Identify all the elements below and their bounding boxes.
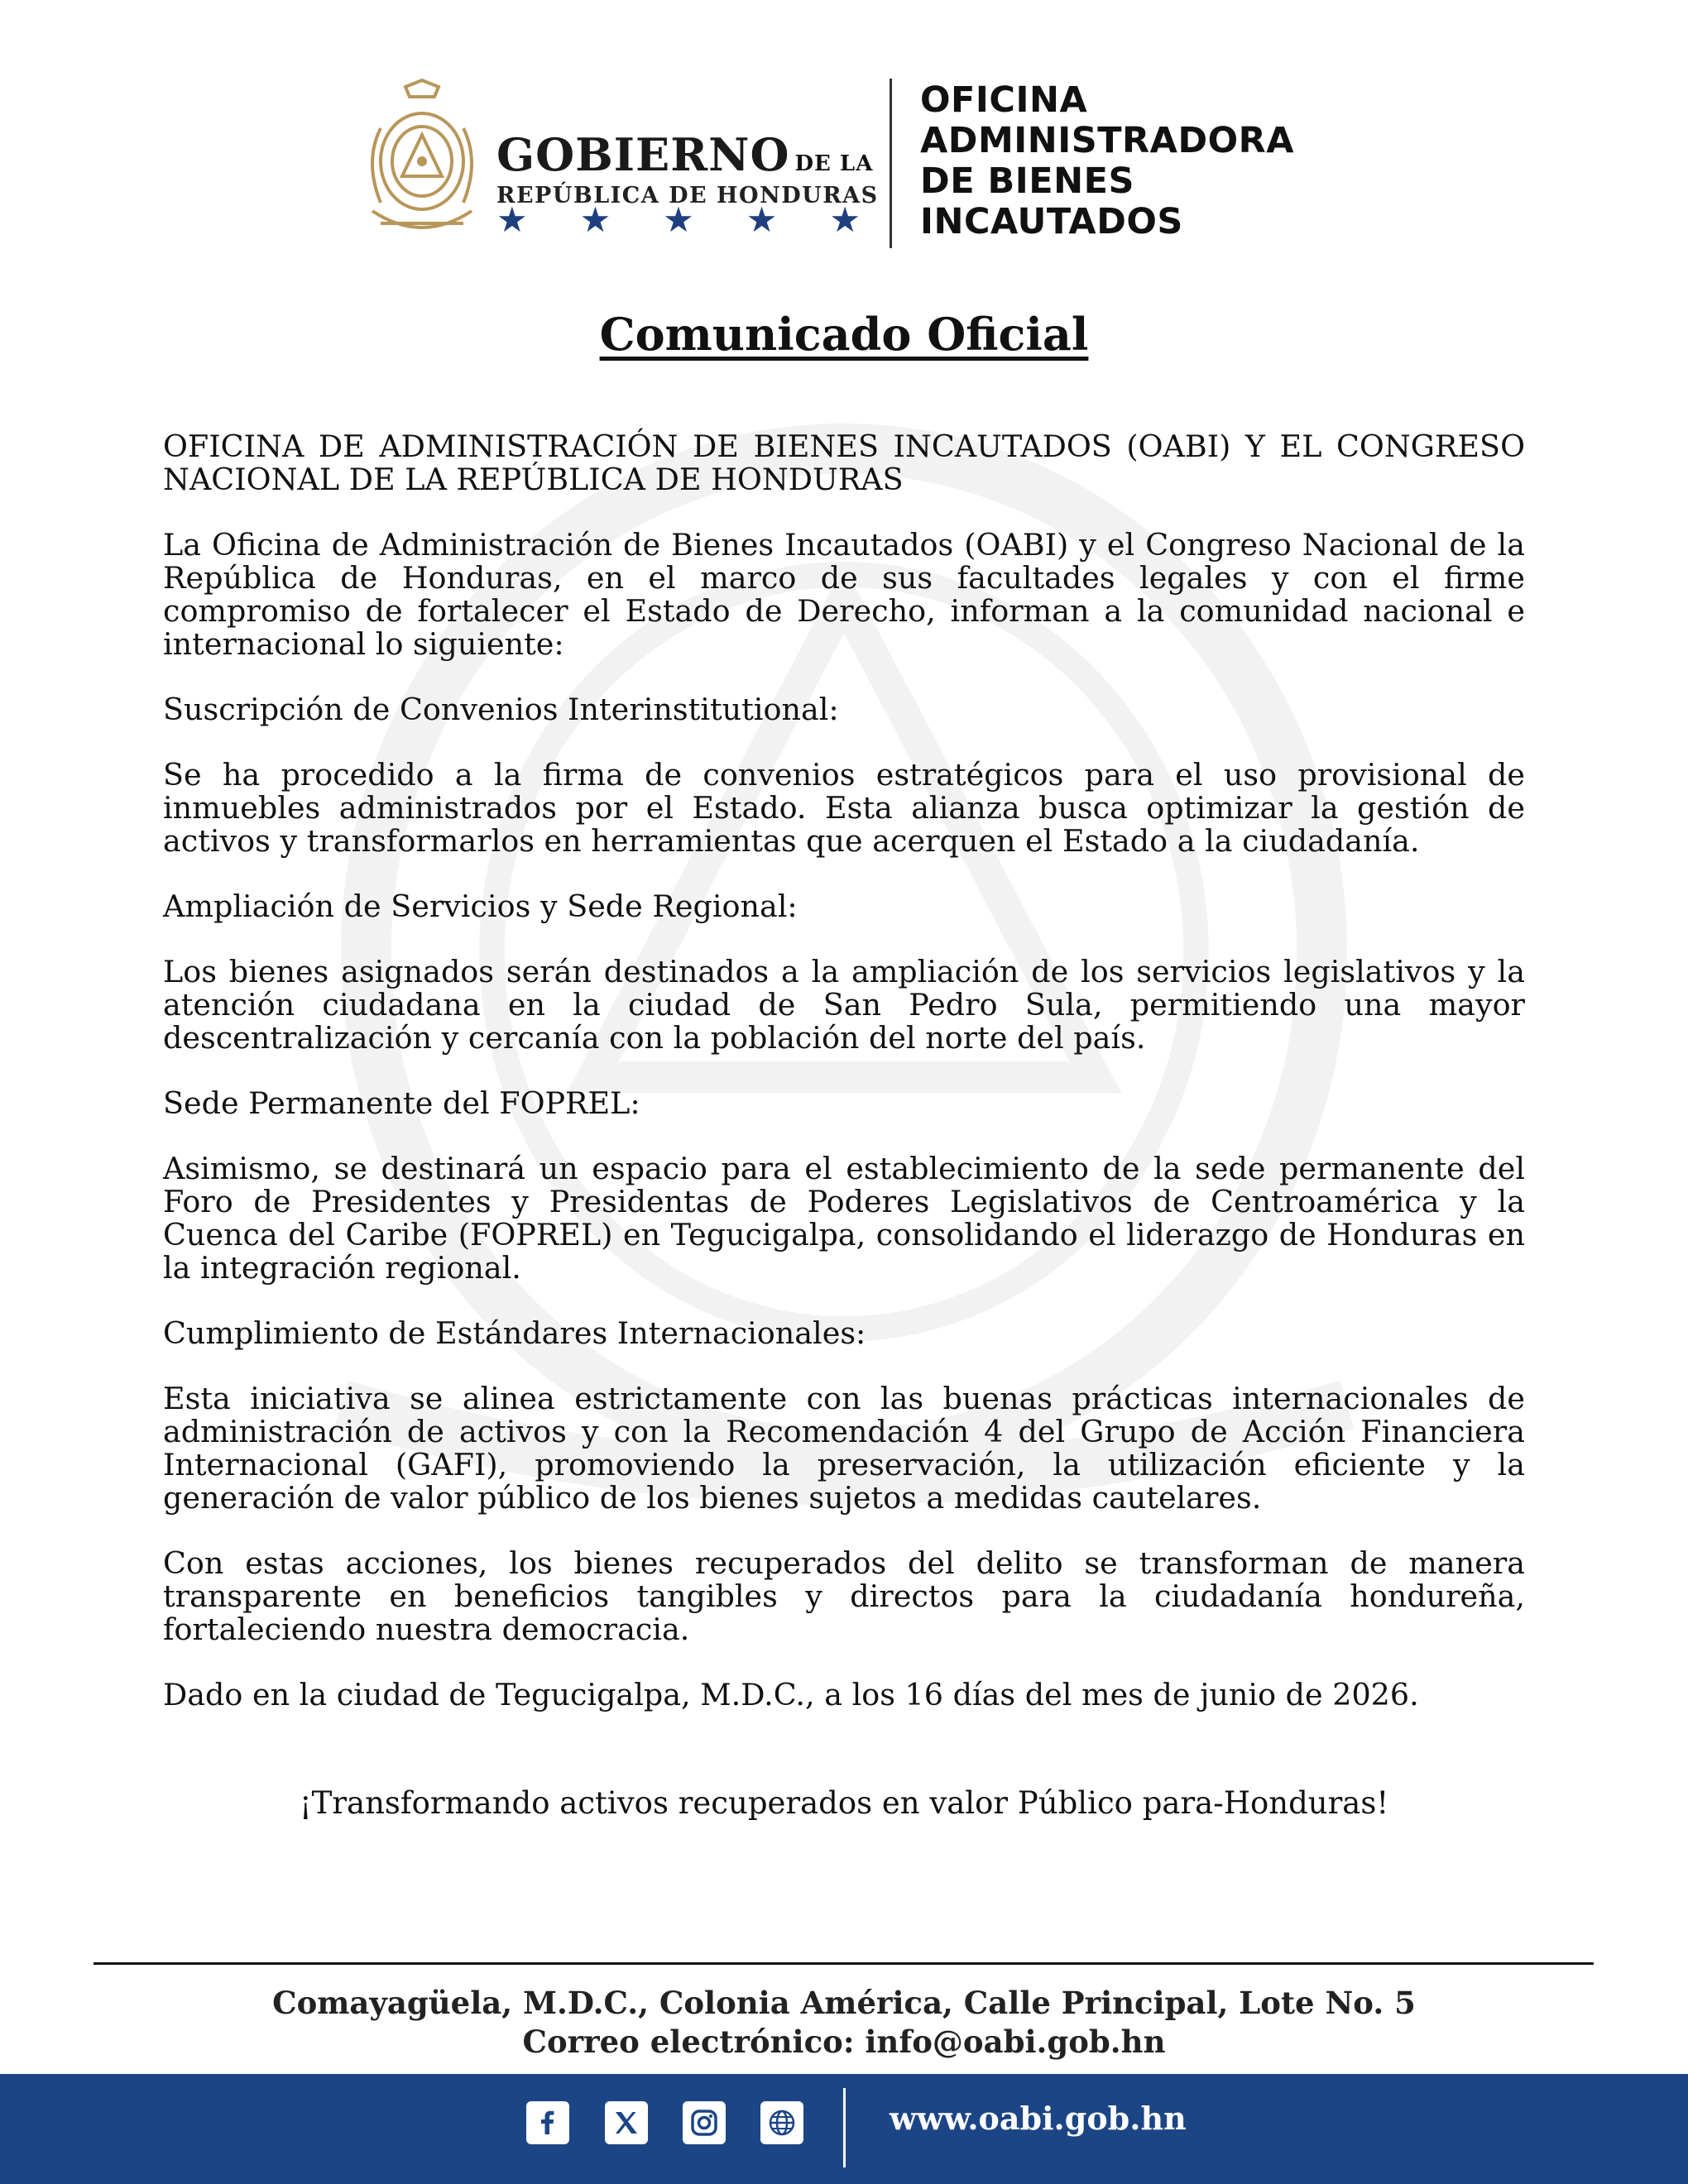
paragraph: Esta iniciativa se alinea estrictamente con las buenas prácticas internacionales de administración de activos y con la Recomendación 4 del Grupo de Acción Financiera Internacional (GAFI), promoviendo la preservación, la utilización eficiente y la generación de valor público de los bienes sujetos a medidas cautelares. <box>163 1381 1525 1516</box>
gov-title: GOBIERNO <box>496 128 790 181</box>
gov-subtitle: REPÚBLICA DE HONDURAS <box>496 183 879 208</box>
paragraph-heading: OFICINA DE ADMINISTRACIÓN DE BIENES INCAUTADOS (OABI) Y EL CONGRESO NACIONAL DE LA REPÚBLICA DE HONDURAS <box>163 429 1525 497</box>
facebook-link[interactable] <box>526 2101 573 2151</box>
date-line: Dado en la ciudad de Tegucigalpa, M.D.C., a los 16 días del mes de junio de 2026. <box>163 1677 1419 1712</box>
footer-address: Comayagüela, M.D.C., Colonia América, Calle Principal, Lote No. 5 <box>272 1985 1416 2021</box>
paragraph: La Oficina de Administración de Bienes Incautados (OABI) y el Congreso Nacional de la República de Honduras, en el marco de sus facultades legales y con el firme compromiso de fortalecer el Estado de Derecho, informan a la comunidad nacional e internacional lo siguiente: <box>163 527 1525 662</box>
header-divider <box>890 79 892 248</box>
office-line: OFICINA <box>920 79 1088 121</box>
office-line: ADMINISTRADORA <box>920 120 1295 161</box>
star-icon: ★ <box>746 199 778 240</box>
footer-divider <box>94 1962 1594 1965</box>
x-icon <box>611 2108 641 2138</box>
paragraph: Con estas acciones, los bienes recuperados del delito se transforman de manera transparente en beneficios tangibles y directos para la ciudadanía hondureña, fortaleciendo nuestra democracia. <box>163 1545 1525 1647</box>
letterhead <box>356 79 1349 252</box>
footer-email[interactable]: Correo electrónico: info@oabi.gob.hn <box>522 2024 1166 2060</box>
section-heading: Sede Permanente del FOPREL: <box>163 1085 640 1121</box>
stars-row <box>496 199 861 240</box>
star-icon: ★ <box>663 199 694 240</box>
instagram-icon <box>689 2108 719 2138</box>
office-line: DE BIENES <box>920 160 1135 202</box>
facebook-icon <box>533 2108 563 2138</box>
office-name <box>920 80 1294 242</box>
paragraph: Los bienes asignados serán destinados a la ampliación de los servicios legislativos y la atención ciudadana en la ciudad de San Pedro Sula, permitiendo una mayor descentralización y cercanía con la población del norte del país. <box>163 954 1525 1056</box>
section-heading: Cumplimiento de Estándares Internacionales: <box>163 1315 866 1351</box>
paragraph: Se ha procedido a la firma de convenios estratégicos para el uso provisional de inmuebles administrados por el Estado. Esta alianza busca optimizar la gestión de activos y transformarlos en herramientas que acerquen el Estado a la ciudadanía. <box>163 757 1525 859</box>
document-body <box>163 430 1525 1744</box>
coat-of-arms-icon <box>356 79 488 248</box>
gov-dela: DE LA <box>794 151 874 176</box>
office-line: INCAUTADOS <box>920 201 1183 242</box>
section-heading: Ampliación de Servicios y Sede Regional: <box>163 888 798 924</box>
star-icon: ★ <box>496 199 528 240</box>
website-link[interactable]: www.oabi.gob.hn <box>890 2100 1187 2137</box>
closing-slogan: ¡Transformando activos recuperados en valor Público para-Honduras! <box>299 1785 1389 1821</box>
paragraph: Asimismo, se destinará un espacio para el establecimiento de la sede permanente del Foro de Presidentes y Presidentas de Poderes Legislativos de Centroamérica y la Cuenca del Caribe (FOPREL) en Tegucigalpa, consolidando el liderazgo de Honduras en la integración regional. <box>163 1151 1525 1286</box>
web-icon <box>766 2107 798 2138</box>
star-icon: ★ <box>829 199 861 240</box>
web-link[interactable] <box>760 2101 807 2151</box>
section-heading: Suscripción de Convenios Interinstitutional: <box>163 692 839 727</box>
footer-contact <box>0 1984 1688 2062</box>
instagram-link[interactable] <box>683 2101 729 2151</box>
footer-bar-divider <box>843 2088 846 2167</box>
x-link[interactable] <box>605 2101 651 2151</box>
document-title: Comunicado Oficial <box>599 308 1089 361</box>
star-icon: ★ <box>579 199 611 240</box>
